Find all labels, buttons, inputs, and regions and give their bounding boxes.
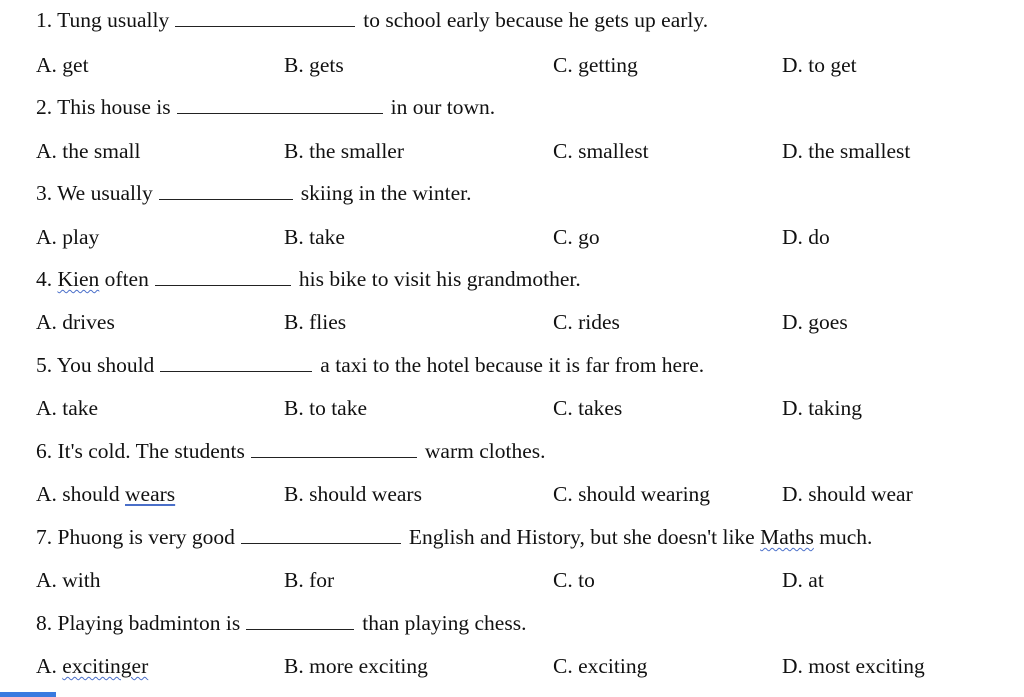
- option-a: A. take: [36, 396, 99, 420]
- option-c: C. takes: [553, 396, 623, 420]
- option-a-flagged-word: excitinger: [62, 654, 149, 678]
- option-b: B. flies: [284, 310, 347, 334]
- option-c: C. go: [553, 225, 600, 249]
- option-a: A. get: [36, 53, 89, 77]
- option-d: D. at: [782, 568, 824, 592]
- option-b: B. to take: [284, 396, 367, 420]
- answer-blank: [177, 93, 383, 114]
- option-c: C. to: [553, 568, 595, 592]
- option-d: D. do: [782, 225, 830, 249]
- question-5-text-after: a taxi to the hotel because it is far from here.: [320, 353, 705, 377]
- question-7-flagged-word: Maths: [760, 525, 814, 549]
- question-4: [36, 263, 1014, 295]
- question-6: [36, 435, 1014, 467]
- question-4-number: 4.: [36, 267, 58, 291]
- option-d: D. goes: [782, 310, 848, 334]
- progress-indicator: [0, 692, 56, 697]
- question-4-options: [0, 306, 1024, 338]
- option-a-prefix: A. should: [36, 482, 125, 506]
- question-5-options: [0, 392, 1024, 424]
- question-5: [36, 349, 1014, 381]
- question-1-text-after: to school early because he gets up early.: [363, 8, 709, 32]
- question-4-name: Kien: [57, 267, 100, 291]
- option-b: B. should wears: [284, 482, 422, 506]
- option-a-prefix: A.: [36, 654, 63, 678]
- question-7-text-before: 7. Phuong is very good: [36, 525, 235, 549]
- option-d: D. should wear: [782, 482, 913, 506]
- question-3-options: [0, 221, 1024, 253]
- question-6-text-after: warm clothes.: [424, 439, 546, 463]
- question-5-text-before: 5. You should: [36, 353, 155, 377]
- question-7-text-end: much.: [813, 525, 873, 549]
- answer-blank: [155, 265, 291, 286]
- question-7-text-after: English and History, but she doesn't like: [408, 525, 761, 549]
- answer-blank: [159, 179, 293, 200]
- answer-blank: [175, 6, 355, 27]
- option-a: A. with: [36, 568, 101, 592]
- option-c: C. should wearing: [553, 482, 711, 506]
- option-c: C. rides: [553, 310, 620, 334]
- option-a: A. drives: [36, 310, 115, 334]
- question-8: [36, 607, 1014, 639]
- question-3: [36, 177, 1014, 209]
- answer-blank: [251, 437, 417, 458]
- question-2: [36, 91, 1014, 123]
- question-7-options: [0, 564, 1024, 596]
- question-8-text-before: 8. Playing badminton is: [36, 611, 241, 635]
- question-3-text-before: 3. We usually: [36, 181, 153, 205]
- question-8-text-after: than playing chess.: [362, 611, 527, 635]
- option-b: B. more exciting: [284, 654, 428, 678]
- question-4-text-before: often: [99, 267, 149, 291]
- question-2-text-after: in our town.: [390, 95, 496, 119]
- option-c: C. getting: [553, 53, 638, 77]
- option-b: B. the smaller: [284, 139, 405, 163]
- answer-blank: [241, 523, 401, 544]
- question-7: [36, 521, 1014, 553]
- question-1-options: [0, 49, 1024, 81]
- option-a: [36, 650, 148, 682]
- question-1: [36, 4, 1014, 36]
- question-8-options: [0, 650, 1024, 682]
- option-d: D. most exciting: [782, 654, 925, 678]
- question-3-text-after: skiing in the winter.: [300, 181, 472, 205]
- option-d: D. the smallest: [782, 139, 911, 163]
- option-c: C. smallest: [553, 139, 649, 163]
- option-a-flagged-word: wears: [125, 482, 176, 506]
- question-2-options: [0, 135, 1024, 167]
- option-a: [36, 478, 175, 510]
- question-1-text-before: 1. Tung usually: [36, 8, 170, 32]
- option-d: D. taking: [782, 396, 863, 420]
- question-4-text-after: his bike to visit his grandmother.: [298, 267, 581, 291]
- option-d: D. to get: [782, 53, 857, 77]
- option-a: A. play: [36, 225, 100, 249]
- question-6-text-before: 6. It's cold. The students: [36, 439, 245, 463]
- option-a: A. the small: [36, 139, 141, 163]
- option-b: B. take: [284, 225, 345, 249]
- answer-blank: [160, 351, 312, 372]
- question-6-options: [0, 478, 1024, 510]
- question-2-text-before: 2. This house is: [36, 95, 171, 119]
- option-b: B. gets: [284, 53, 344, 77]
- option-b: B. for: [284, 568, 335, 592]
- option-c: C. exciting: [553, 654, 648, 678]
- answer-blank: [246, 609, 354, 630]
